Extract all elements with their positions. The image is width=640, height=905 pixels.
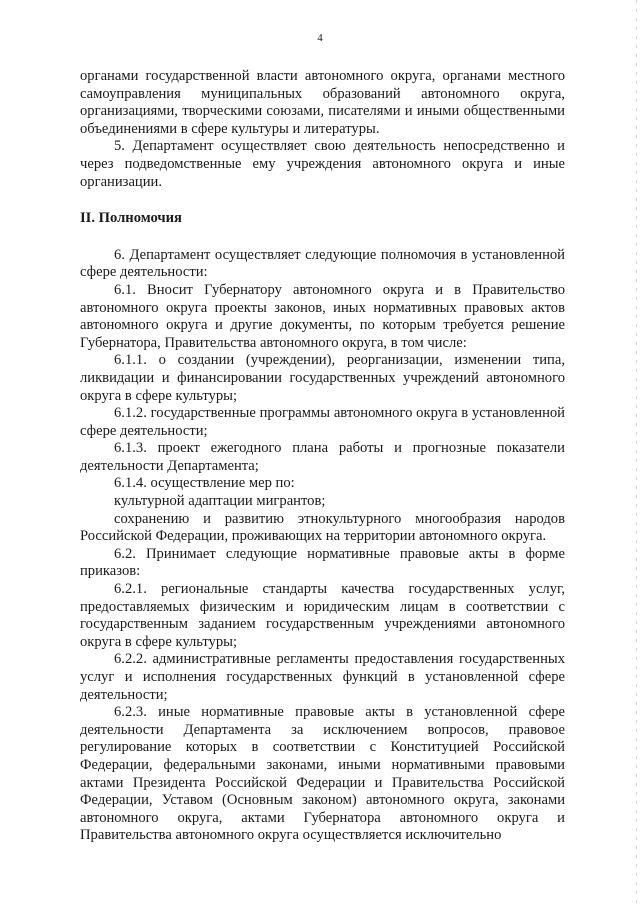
paragraph: культурной адаптации мигрантов; [114, 493, 326, 510]
paragraph: 6. Департамент осуществляет следующие полномочия в установленной сфере деятельности: [80, 246, 565, 281]
paragraph: 6.2. Принимает следующие нормативные правовые акты в форме приказов: [80, 545, 565, 580]
paragraph: 6.2.1. региональные стандарты качества государственных услуг, предоставляемых физическим и юридическим лицам в соответствии с государственным заданием государственным учреждениями автономного округа в сфере культуры; [80, 581, 565, 650]
paragraph: 6.1.1. о создании (учреждении), реорганизации, изменении типа, ликвидации и финансировании государственных учреждений автономного округа в сфере культуры; [80, 352, 565, 404]
paragraph: 6.2.3. иные нормативные правовые акты в установленной сфере деятельности Департамента за исключением вопросов, правовое регулирование которых в соответствии с Конституцией Российской Федерации, федеральными законами, иными нормативными правовыми актами Президента Российской Федерации и Правительства Российской Федерации, Уставом (Основным законом) автономного округа, законами автономного округа, актами Губернатора автономного округа и Правительства автономного округа осуществляется исключительно [80, 704, 565, 844]
paragraph: 6.1. Вносит Губернатору автономного округа и в Правительство автономного округа проекты законов, иных нормативных правовых актов автономного округа и другие документы, по которым требуется решение Губернатора, Правительства автономного округа, в том числе: [80, 281, 565, 351]
document-body [80, 68, 565, 845]
paragraph: 6.2.2. административные регламенты предоставления государственных услуг и исполнения государственных функций в установленной сфере деятельности; [80, 651, 565, 703]
paragraph: 5. Департамент осуществляет свою деятельность непосредственно и через подведомственные ему учреждения автономного округа и иные организации. [80, 138, 565, 190]
page-number: 4 [317, 32, 323, 44]
section-heading: II. Полномочия [80, 210, 182, 227]
paragraph: 6.1.2. государственные программы автономного округа в установленной сфере деятельности; [80, 405, 565, 439]
scan-edge [636, 0, 637, 905]
paragraph: сохранению и развитию этнокультурного многообразия народов Российской Федерации, проживающих на территории автономного округа. [80, 510, 565, 545]
paragraph: 6.1.4. осуществление мер по: [114, 475, 295, 492]
powers-section [80, 247, 565, 845]
paragraph: 6.1.3. проект ежегодного плана работы и прогнозные показатели деятельности Департамента; [80, 440, 565, 474]
paragraph: органами государственной власти автономного округа, органами местного самоуправления муниципальных образований автономного округа, организациями, творческими союзами, писателями и иными общественными объединениями в сфере культуры и литературы. [80, 68, 565, 137]
intro-section [80, 68, 565, 191]
